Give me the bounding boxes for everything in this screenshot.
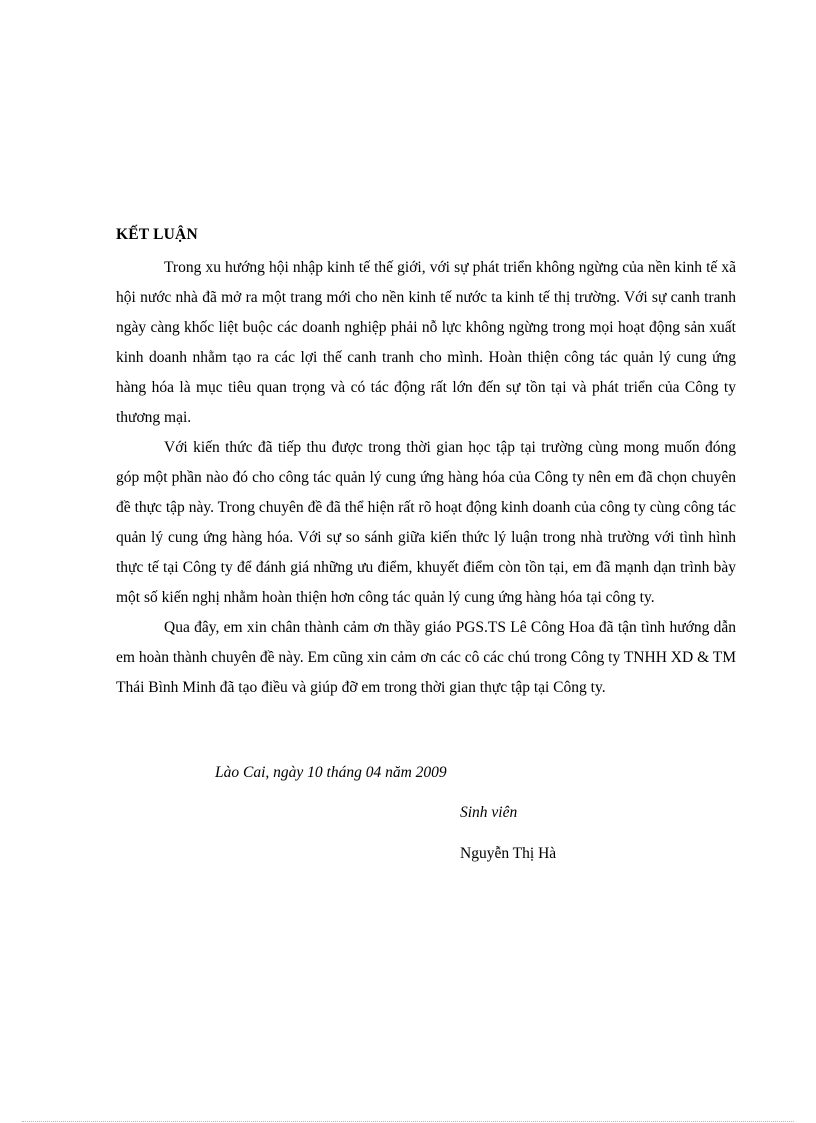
paragraph-1: Trong xu hướng hội nhập kinh tế thế giới, với sự phát triển không ngừng của nền kinh tế xã hội nước nhà đã mở ra một trang mới cho nền kinh tế nước ta kinh tế thị trường. Với sự canh tranh ngày càng khốc liệt buộc các doanh nghiệp phải nỗ lực không ngừng trong mọi hoạt động sản xuất kinh doanh nhằm tạo ra các lợi thế canh tranh cho mình. Hoàn thiện công tác quản lý cung ứng hàng hóa là mục tiêu quan trọng và có tác động rất lớn đến sự tồn tại và phát triển của Công ty thương mại.	[116, 259, 736, 426]
place-date-line: Lào Cai, ngày 10 tháng 04 năm 2009	[215, 764, 447, 781]
page-bottom-divider	[22, 1121, 794, 1122]
signer-name: Nguyễn Thị Hà	[460, 845, 557, 862]
paragraph-3: Qua đây, em xin chân thành cảm ơn thầy giáo PGS.TS Lê Công Hoa đã tận tình hướng dẫn em hoàn thành chuyên đề này. Em cũng xin cảm ơn các cô các chú trong Công ty TNHH XD & TM Thái Bình Minh đã tạo điều và giúp đỡ em trong thời gian thực tập tại Công ty.	[116, 619, 736, 696]
signer-role: Sinh viên	[460, 804, 518, 821]
section-title: KẾT LUẬN	[116, 226, 198, 243]
document-body	[116, 253, 736, 703]
paragraph-2: Với kiến thức đã tiếp thu được trong thời gian học tập tại trường cùng mong muốn đóng góp một phần nào đó cho công tác quản lý cung ứng hàng hóa của Công ty nên em đã chọn chuyên đề thực tập này. Trong chuyên đề đã thể hiện rất rõ hoạt động kinh doanh của công ty cùng công tác quản lý cung ứng hàng hóa. Với sự so sánh giữa kiến thức lý luận trong nhà trường với tình hình thực tế tại Công ty để đánh giá những ưu điểm, khuyết điểm còn tồn tại, em đã mạnh dạn trình bày một số kiến nghị nhằm hoàn thiện hơn công tác quản lý cung ứng hàng hóa tại công ty.	[116, 439, 736, 606]
